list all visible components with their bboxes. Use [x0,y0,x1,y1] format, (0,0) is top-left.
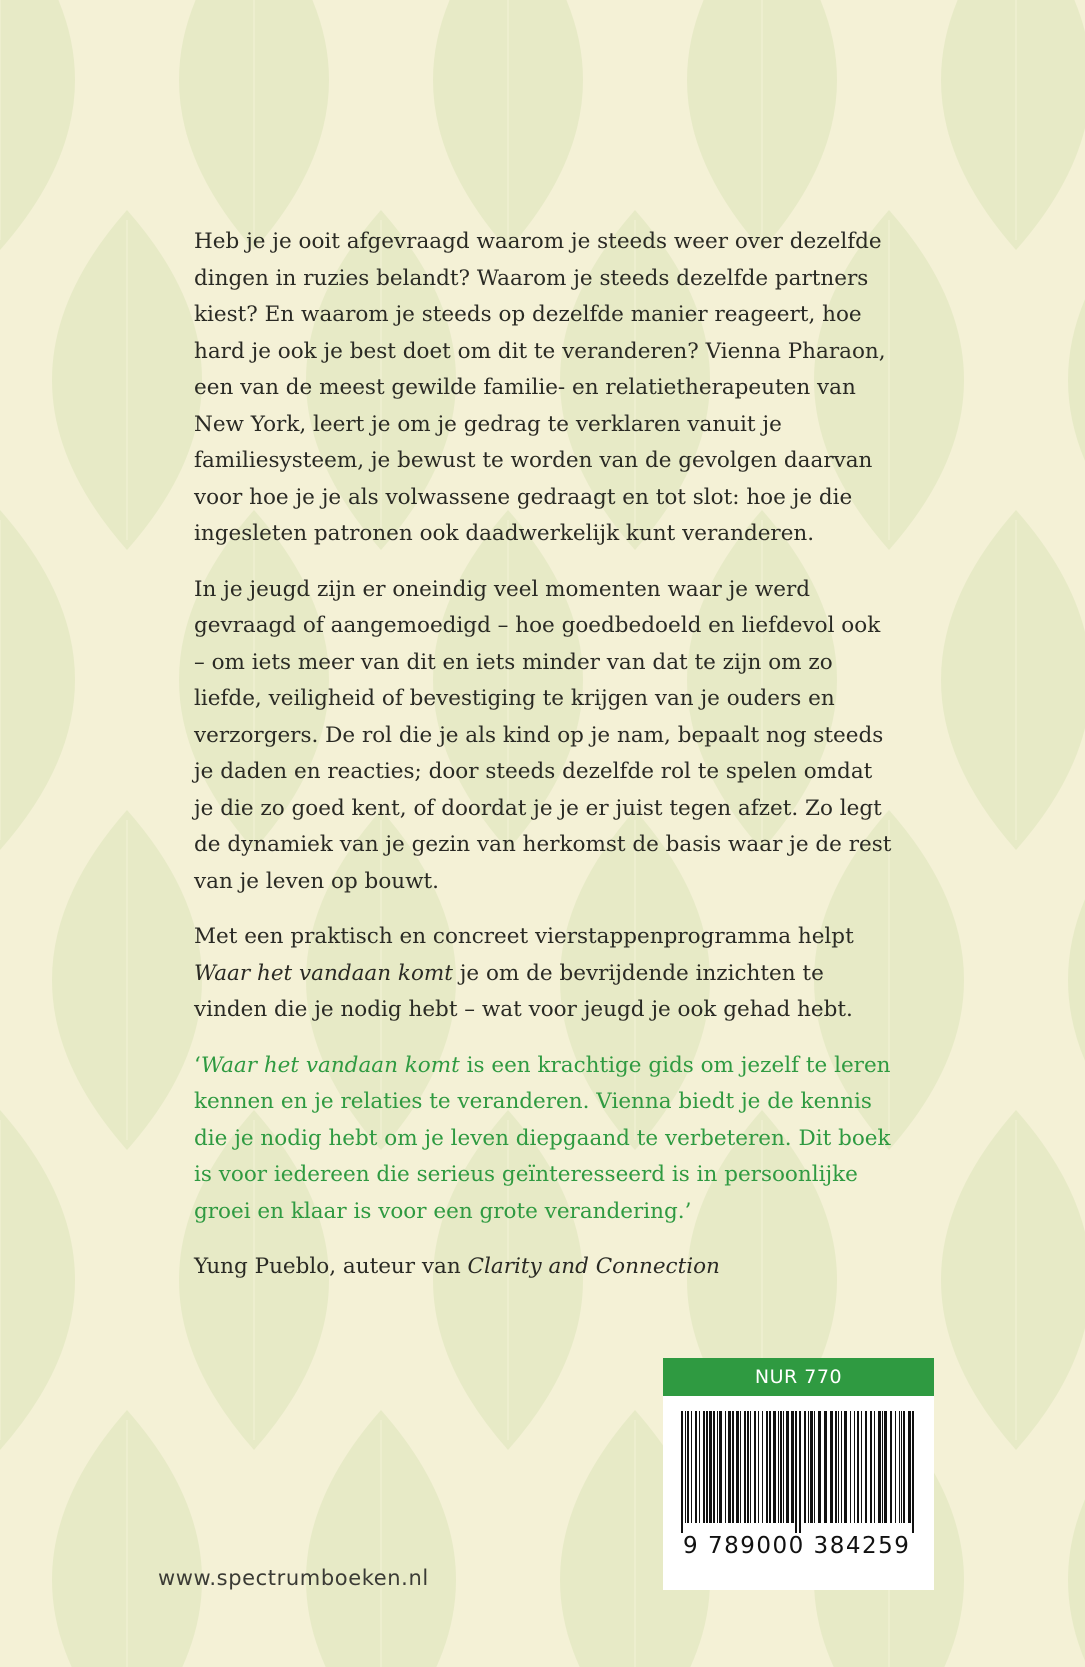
barcode-bar [795,1411,797,1533]
barcode-bar [810,1411,813,1523]
barcode-bar [890,1411,892,1523]
publisher-url: www.spectrumboeken.nl [158,1566,429,1590]
barcode-bar [725,1411,726,1523]
leaf-shape [1068,210,1085,550]
quote-text: is een krachtige gids om jezelf te leren kennen en je relaties te veranderen. Vienna biedt je de kennis die je nodig hebt om je leven diepgaand te verbeteren. Dit boek is voor iedereen die serieus geïnteresseerd is in persoonlijke groei en klaar is voor een grote verandering.’ [194,1052,891,1224]
barcode-bar [695,1411,697,1523]
barcode-bar [814,1411,815,1523]
barcode-bar [778,1411,779,1523]
barcode-bar [882,1411,883,1523]
book-title-inline: Waar het vandaan komt [194,960,453,986]
barcode-bar [844,1411,847,1523]
barcode-bar [750,1411,751,1523]
quote-open-mark: ‘ [194,1052,201,1078]
barcode-bar [850,1411,851,1523]
barcode-bar [747,1411,749,1523]
leaf-shape [0,1110,75,1450]
barcode-bar [865,1411,867,1523]
barcode-bar [854,1411,855,1523]
barcode-bar [719,1411,722,1523]
barcode-bar [717,1411,718,1523]
barcode-bar [861,1411,862,1523]
barcode-bar [841,1411,842,1523]
leaf-shape [941,510,1085,850]
quote-attribution [194,1249,894,1286]
barcode-bar [736,1411,739,1523]
barcode-bar [870,1411,872,1523]
barcode-bar [713,1411,715,1523]
barcode-bar [895,1411,896,1523]
barcode-bar [766,1411,768,1523]
blurb-paragraph-2: In je jeugd zijn er oneindig veel momenten waar je werd gevraagd of aangemoedigd – hoe goedbedoeld en liefdevol ook – om iets meer van dit en iets minder van dat te zijn om zo liefde, veiligheid of bevestiging te krijgen van je ouders en verzorgers. De rol die je als kind op je nam, bepaalt nog steeds je daden en reacties; door steeds dezelfde rol te spelen omdat je die zo goed kent, of doordat je je er juist tegen afzet. Zo legt de dynamiek van je gezin van herkomst de basis waar je de rest van je leven op bouwt. [194,576,892,894]
barcode-bar [687,1411,689,1523]
barcode-bar [899,1411,900,1523]
barcode-bar [780,1411,782,1523]
barcode-bar [744,1411,746,1523]
barcode-bar [878,1411,881,1523]
attribution-book-title: Clarity and Connection [467,1254,720,1279]
nur-code-label: NUR 770 [663,1358,934,1396]
barcode-bar [685,1411,686,1523]
leaf-shape [941,1110,1085,1450]
barcode-bar [838,1411,839,1523]
quote-book-title: Waar het vandaan komt [200,1052,460,1078]
barcode-bar [786,1411,789,1523]
barcode-bar [762,1411,763,1523]
barcode-bar [808,1411,809,1523]
leaf-shape [941,0,1085,250]
barcode-bar [830,1411,833,1523]
barcode-bar [691,1411,692,1523]
barcode-bar [706,1411,708,1523]
barcode-bar [783,1411,784,1523]
endorsement-quote [194,1048,894,1231]
barcode-bar [901,1411,902,1523]
barcode-bar [709,1411,712,1523]
blurb-p3-end: je om de bevrijdende inzichten te vinden die je nodig hebt – wat voor jeugd je ook gehad hebt. [194,960,853,1022]
barcode-bar [884,1411,887,1523]
barcode-bar [874,1411,875,1523]
barcode-bar [824,1411,827,1523]
barcode-bar [835,1411,837,1523]
leaf-shape [0,0,75,250]
blurb-p3-start: Met een praktisch en concreet vierstappenprogramma helpt [194,924,854,949]
leaf-shape [1068,810,1085,1150]
barcode-bar [681,1411,683,1533]
barcode-bar [703,1411,705,1523]
blurb-paragraph-3 [194,919,894,1029]
back-cover-text [194,224,894,1305]
barcode-panel [663,1358,934,1590]
barcode-bar [773,1411,776,1523]
blurb-paragraph-1: Heb je je ooit afgevraagd waarom je steeds weer over dezelfde dingen in ruzies belandt? Waarom je steeds dezelfde partners kiest? En waarom je steeds op dezelfde manier reageert, hoe hard je ook je best doet om dit te veranderen? Vienna Pharaon, een van de meest gewilde familie- en relatietherapeuten van New York, leert je om je gedrag te verklaren vanuit je familiesysteem, je bewust te worden van de gevolgen daarvan voor hoe je je als volwassene gedraagt en tot slot: hoe je die ingesleten patronen ook daadwerkelijk kunt veranderen. [194,229,886,546]
barcode-bar [732,1411,734,1523]
barcode-bar [791,1411,794,1523]
leaf-shape [0,510,75,850]
barcode-bar [799,1411,801,1533]
barcode-bar [908,1411,911,1523]
isbn-barcode [679,1411,919,1533]
barcode-bar [903,1411,905,1523]
leaf-shape [1068,1410,1085,1667]
barcode-bar [857,1411,859,1523]
barcode-bar [912,1411,914,1533]
barcode-bar [769,1411,771,1523]
barcode-bar [699,1411,700,1523]
barcode-bar [758,1411,759,1523]
isbn-number: 9 789000 384259 [683,1533,911,1559]
barcode-bar [728,1411,731,1523]
barcode-bar [754,1411,756,1523]
barcode-bar [818,1411,821,1523]
barcode-bar [804,1411,806,1523]
barcode-bar [740,1411,741,1523]
attribution-author: Yung Pueblo, auteur van [194,1254,468,1279]
